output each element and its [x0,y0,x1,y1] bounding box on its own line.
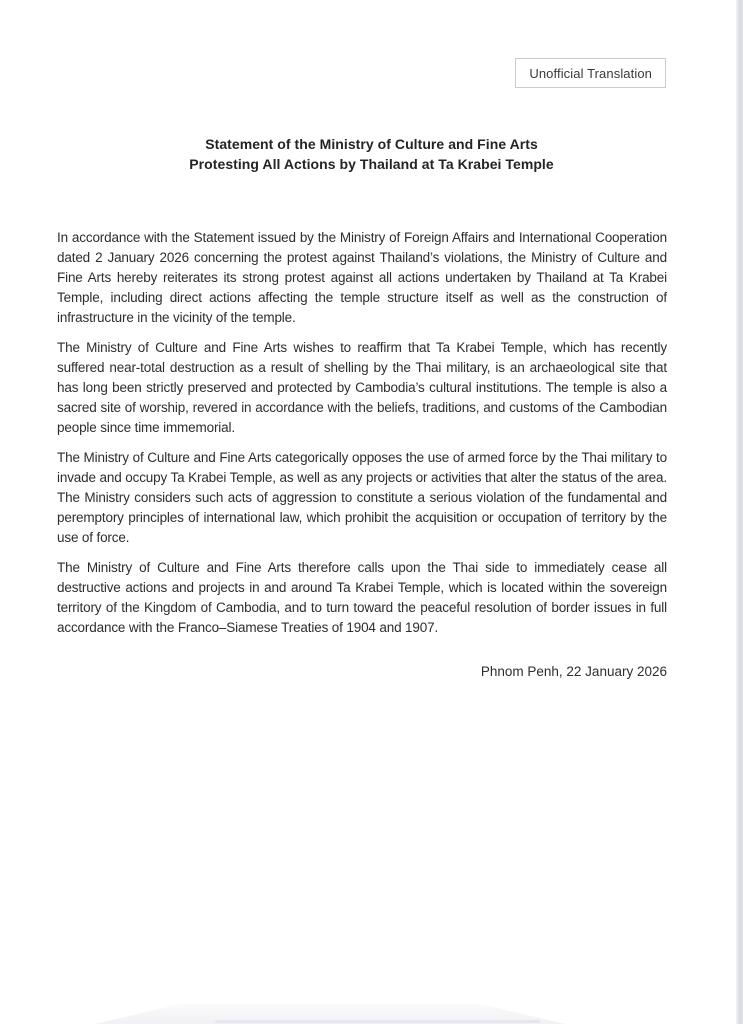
unofficial-translation-badge: Unofficial Translation [515,58,666,88]
paragraph-2: The Ministry of Culture and Fine Arts wishes to reaffirm that Ta Krabei Temple, which has recently suffered near-total destruction as a result of shelling by the Thai military, is an archaeological site that has long been strictly preserved and protected by Cambodia’s cultural institutions. The temple is also a sacred site of worship, revered in accordance with the beliefs, traditions, and customs of the Cambodian people since time immemorial. [57,340,667,435]
scan-bottom-line [215,1020,540,1023]
scan-right-edge [736,0,743,1024]
place-date-signoff: Phnom Penh, 22 January 2026 [480,664,667,679]
document-body [57,228,667,682]
paragraph-4: The Ministry of Culture and Fine Arts therefore calls upon the Thai side to immediately cease all destructive actions and projects in and around Ta Krabei Temple, which is located within the sovereign territory of the Kingdom of Cambodia, and to turn toward the peaceful resolution of border issues in full accordance with the Franco–Siamese Treaties of 1904 and 1907. [57,560,667,635]
document-title [0,134,743,174]
document-title-line2: Protesting All Actions by Thailand at Ta Krabei Temple [189,156,554,172]
paragraph-1: In accordance with the Statement issued by the Ministry of Foreign Affairs and International Cooperation dated 2 January 2026 concerning the protest against Thailand’s violations, the Ministry of Culture and Fine Arts hereby reiterates its strong protest against all actions undertaken by Thailand at Ta Krabei Temple, including direct actions affecting the temple structure itself as well as the construction of infrastructure in the vicinity of the temple. [57,230,667,325]
document-title-line1: Statement of the Ministry of Culture and Fine Arts [205,136,538,152]
paragraph-3: The Ministry of Culture and Fine Arts categorically opposes the use of armed force by the Thai military to invade and occupy Ta Krabei Temple, as well as any projects or activities that alter the status of the area. The Ministry considers such acts of aggression to constitute a serious violation of the fundamental and peremptory principles of international law, which prohibit the acquisition or occupation of territory by the use of force. [57,450,667,545]
